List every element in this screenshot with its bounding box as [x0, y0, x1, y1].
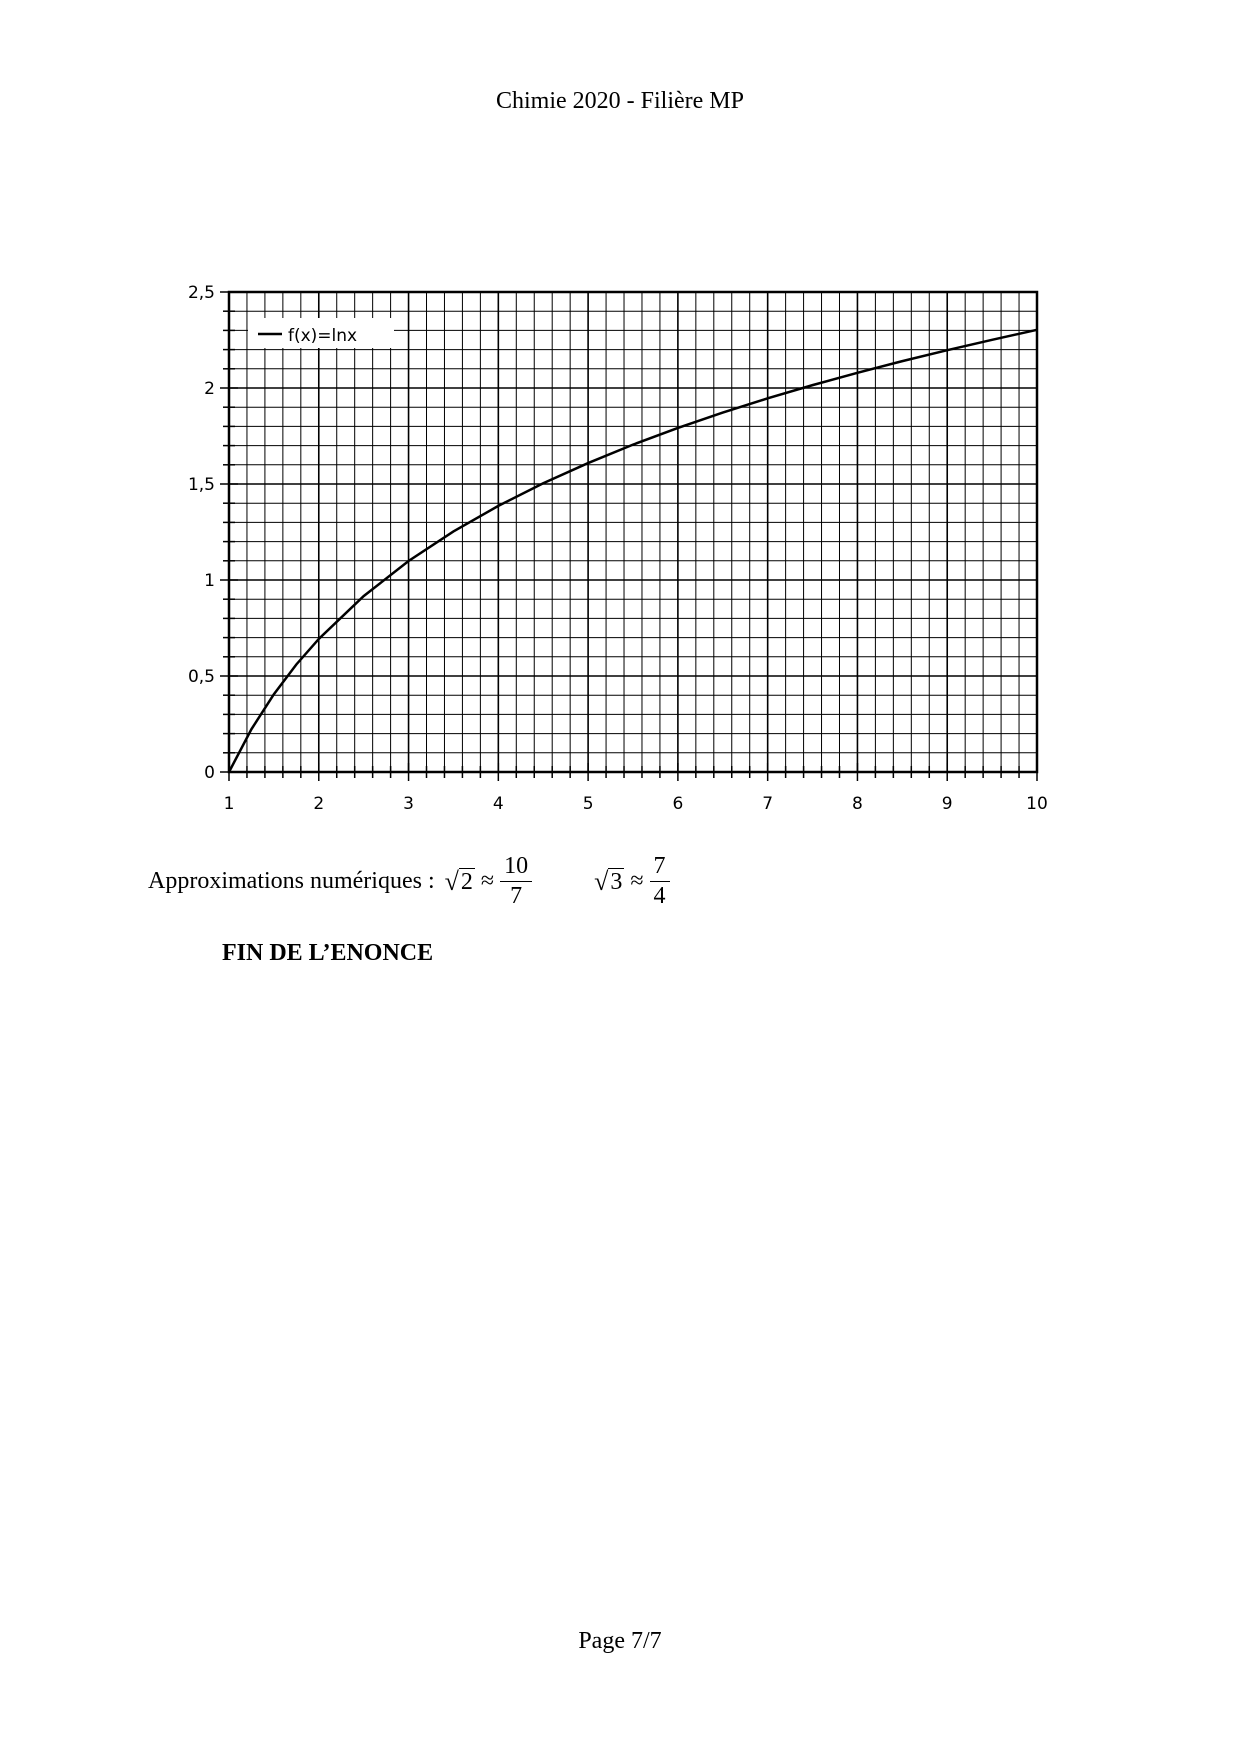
y-tick-label: 2: [204, 379, 215, 399]
grid-major: [229, 292, 1037, 772]
x-tick-label: 10: [1026, 794, 1048, 814]
legend-label: f(x)=lnx: [288, 326, 358, 346]
sqrt3-denominator: 4: [653, 882, 666, 909]
sqrt3: [594, 868, 624, 895]
sqrt3-radicand: 3: [610, 868, 623, 895]
y-tick-label: 0,5: [187, 667, 215, 687]
x-tick-label: 8: [852, 794, 863, 814]
page-number: Page 7/7: [578, 1628, 662, 1654]
approx-symbol: ≈: [480, 867, 495, 894]
x-tick-label: 7: [762, 794, 774, 814]
sqrt3-fraction: [650, 852, 670, 911]
axis-ticks: [220, 292, 1037, 781]
x-tick-label: 1: [223, 794, 235, 814]
sqrt2-fraction: [500, 852, 532, 911]
x-tick-label: 4: [492, 794, 504, 814]
approx-label: Approximations numériques :: [148, 867, 435, 894]
sqrt2-denominator: 7: [510, 882, 523, 909]
x-tick-label: 9: [941, 794, 953, 814]
grid-minor: [229, 292, 1037, 772]
x-tick-label: 6: [672, 794, 684, 814]
y-tick-label: 2,5: [187, 283, 215, 303]
x-tick-label: 3: [403, 794, 414, 814]
sqrt2-radicand: 2: [460, 868, 473, 895]
y-tick-label: 1: [204, 571, 215, 591]
plot-frame: [229, 292, 1037, 772]
x-tick-label: 2: [313, 794, 325, 814]
approx-symbol: ≈: [630, 867, 644, 894]
x-tick-label: 5: [582, 794, 594, 814]
y-tick-label: 1,5: [187, 475, 215, 495]
sqrt2-numerator: 10: [500, 852, 532, 882]
sqrt2: [445, 868, 475, 895]
ln-chart: [0, 0, 1240, 830]
radical-sign: √: [444, 866, 459, 896]
page-header: Chimie 2020 - Filière MP: [496, 88, 744, 114]
y-tick-labels: [188, 283, 215, 783]
sqrt3-numerator: 7: [650, 852, 670, 882]
legend: [248, 318, 394, 348]
radical-sign: √: [594, 866, 609, 896]
x-tick-labels: [224, 794, 1048, 814]
series-line-lnx: [229, 330, 1037, 772]
numeric-approximations: [148, 852, 670, 911]
y-tick-label: 0: [204, 763, 215, 783]
end-of-statement: FIN DE L’ENONCE: [222, 940, 434, 966]
